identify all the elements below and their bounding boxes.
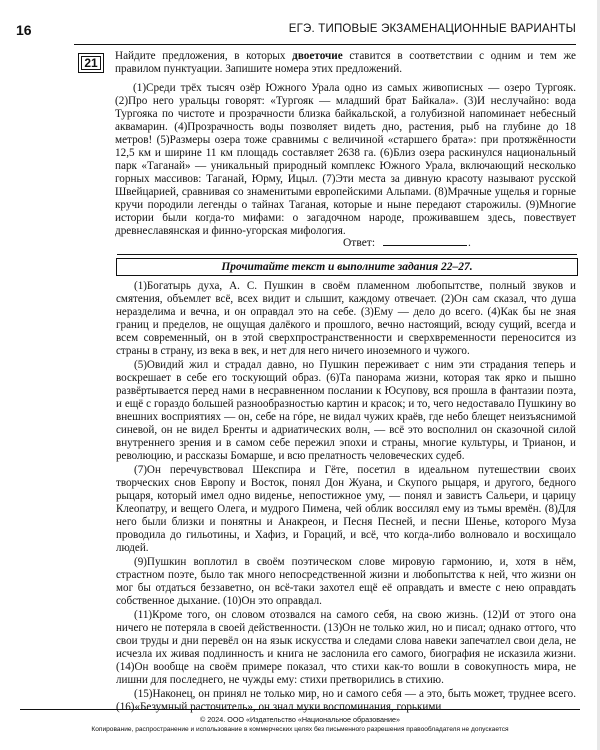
copyright-line: © 2024. ООО «Издательство «Национальное образование» xyxy=(199,715,401,724)
text-paragraph: (15)Наконец, он принял не только мир, но и самого себя — а это, быть может, труднее всего. (16)«Безумный расточитель», он знал муки воспоминания, горькими xyxy=(116,688,576,713)
section-banner: Прочитайте текст и выполните задания 22–27. xyxy=(116,258,578,276)
task-prompt xyxy=(115,50,576,76)
running-title: ЕГЭ. ТИПОВЫЕ ЭКЗАМЕНАЦИОННЫЕ ВАРИАНТЫ xyxy=(288,23,576,35)
page-header xyxy=(16,18,576,45)
task-prompt-start: Найдите предложения, в которых xyxy=(115,50,293,62)
copying-notice: Копирование, распространение и использование в коммерческих целях без письменного разрешения правообладателя не допускается xyxy=(91,726,509,733)
task-prompt-keyword: двоеточие xyxy=(292,50,343,62)
text-paragraph: (7)Он перечувствовал Шекспира и Гёте, посетил в идеальном путешествии своих творческих снов Европу и Восток, понял Дон Жуана, и Скупого рыцаря, и другого, бедного рыцаря, который имел одно виденье, непостижное уму, — понял и завистъ Сальери, и царицу Клеопатру, и вещего Олега, и мудрого Пимена, чей облик воссилял ему из тьмы времён. (8)Для него были близки и понятны и Анакреон, и Песня Песней, и песни Шенье, которого Муза проводила до гильотины, и Хафиз, и Гораций, и всё, что когда-либо волновало и восхищало людей. xyxy=(116,464,576,554)
answer-label: Ответ: xyxy=(343,237,376,249)
page-number: 16 xyxy=(16,22,32,38)
answer-row xyxy=(343,235,471,249)
reading-text xyxy=(116,280,576,715)
text-paragraph: (9)Пушкин воплотил в своём поэтическом слове мировую гармонию, и, хотя в нём, страстном поэте, было так много непосредственной жизни и любопытства к ней, что жизни он мог бы отдаться беззаветно, он всё-таки захотел ещё её оправдать и вместе с нею оправдать собственное дыхание. (10)Он это оправдал. xyxy=(116,556,576,607)
answer-period: . xyxy=(468,237,471,249)
text-paragraph: (5)Овидий жил и страдал давно, но Пушкин переживает с ним эти страдания теперь и воскрешает в себе его тоскующий образ. (6)Та панорама жизни, которая так ярко и пышно развёртывается перед нами в несравненном послании к Юсупову, вся прошла в фантазии поэта, и ещё с гораздо большей разнообразностью картин и красок; и то, чего недоставало Пушкину во внешних восприятиях — он, себе на гóре, не видал чужих краёв, где небо блещет неизъяснимой синевой, он не видел Бренты и адриатических волн, — всё это восполнил он сказочной силой внутреннего зрения и в самом себе пережил эпохи и страны, многие культуры, и Трианон, и революцию, и рассказы Бомарше, и всю прелатность человеческих судеб. xyxy=(116,359,576,462)
text-paragraph: (1)Богатырь духа, А. С. Пушкин в своём пламенном любопытстве, полный звуков и смятения, объемлет всё, всех видит и слышит, каждому отвечает. (2)Он сам сказал, что душа неразделима и вечна, и он оправдал это на себе. (3)Ему — дело до всего. (4)Как бы не зная границ и пределов, не ощущая далёкого и прошлого, вечно настоящий, всюду сущий, всегда и всем современный, он в этой сверхпространственности и сверхвременности переносится из страны в страну, из века в век, и нет для него ничего иноземного и чужого. xyxy=(116,280,576,357)
task-text: (1)Среди трёх тысяч озёр Южного Урала одно из самых живописных — озеро Тургояк. (2)Про него уральцы говорят: «Тургояк — младший брат Байкала». (3)И неслучайно: вода Тургояка по чистоте и прозрачности близка байкальской, а голубизной напоминает небесный аквамарин. (4)Прозрачность воды позволяет видеть дно, растения, рыб на глубине до 18 метров! (5)Размеры озера тоже сравнимы с величиной «старшего брата»: при протяжённости 12,5 км и ширине 11 км площадь составляет 2638 га. (6)Близ озера раскинулся национальный парк «Таганай» — уникальный природный комплекс Южного Урала, включающий несколько горных массивов: Таганай, Юрму, Ицыл. (7)Эти места за дивную красоту называют русской Швейцарией, сравнивая со знаменитыми европейскими Альпами. (8)Мрачные ущелья и горные кручи породили легенды о тайнах Таганая, которые и ныне передают старожилы. (9)Многие истории были когда-то мифами: о загадочном народе, проживавшем здесь, повествует древнеславянская и финно-угорская мифология. xyxy=(115,82,576,237)
task-block xyxy=(115,50,576,238)
text-paragraph: (11)Кроме того, он словом отозвался на самого себя, на свою жизнь. (12)И от этого она ничего не потеряла в своей действенности. (13)Он не только жил, но и писал; однако оттого, что свои труды и дни перевёл он на язык искусства и следами слова навеки запечатлел свои дела, не исчезла их живая подлинность и книга не заслонила его самого, биография не исказила жизни. (14)Он вообще на своём примере показал, что стихи как-то вошли в совокупность мира, не лишни для последнего, не чужды ему: стихи претворились в стихию. xyxy=(116,609,576,686)
page-footer xyxy=(20,709,580,733)
answer-blank-line[interactable] xyxy=(383,235,467,246)
task-number-box: 21 xyxy=(78,53,104,73)
task-prompt-end: ставится в соответствии с одним и тем же правилом пунктуации. Запишите номера этих предложений. xyxy=(115,50,577,75)
